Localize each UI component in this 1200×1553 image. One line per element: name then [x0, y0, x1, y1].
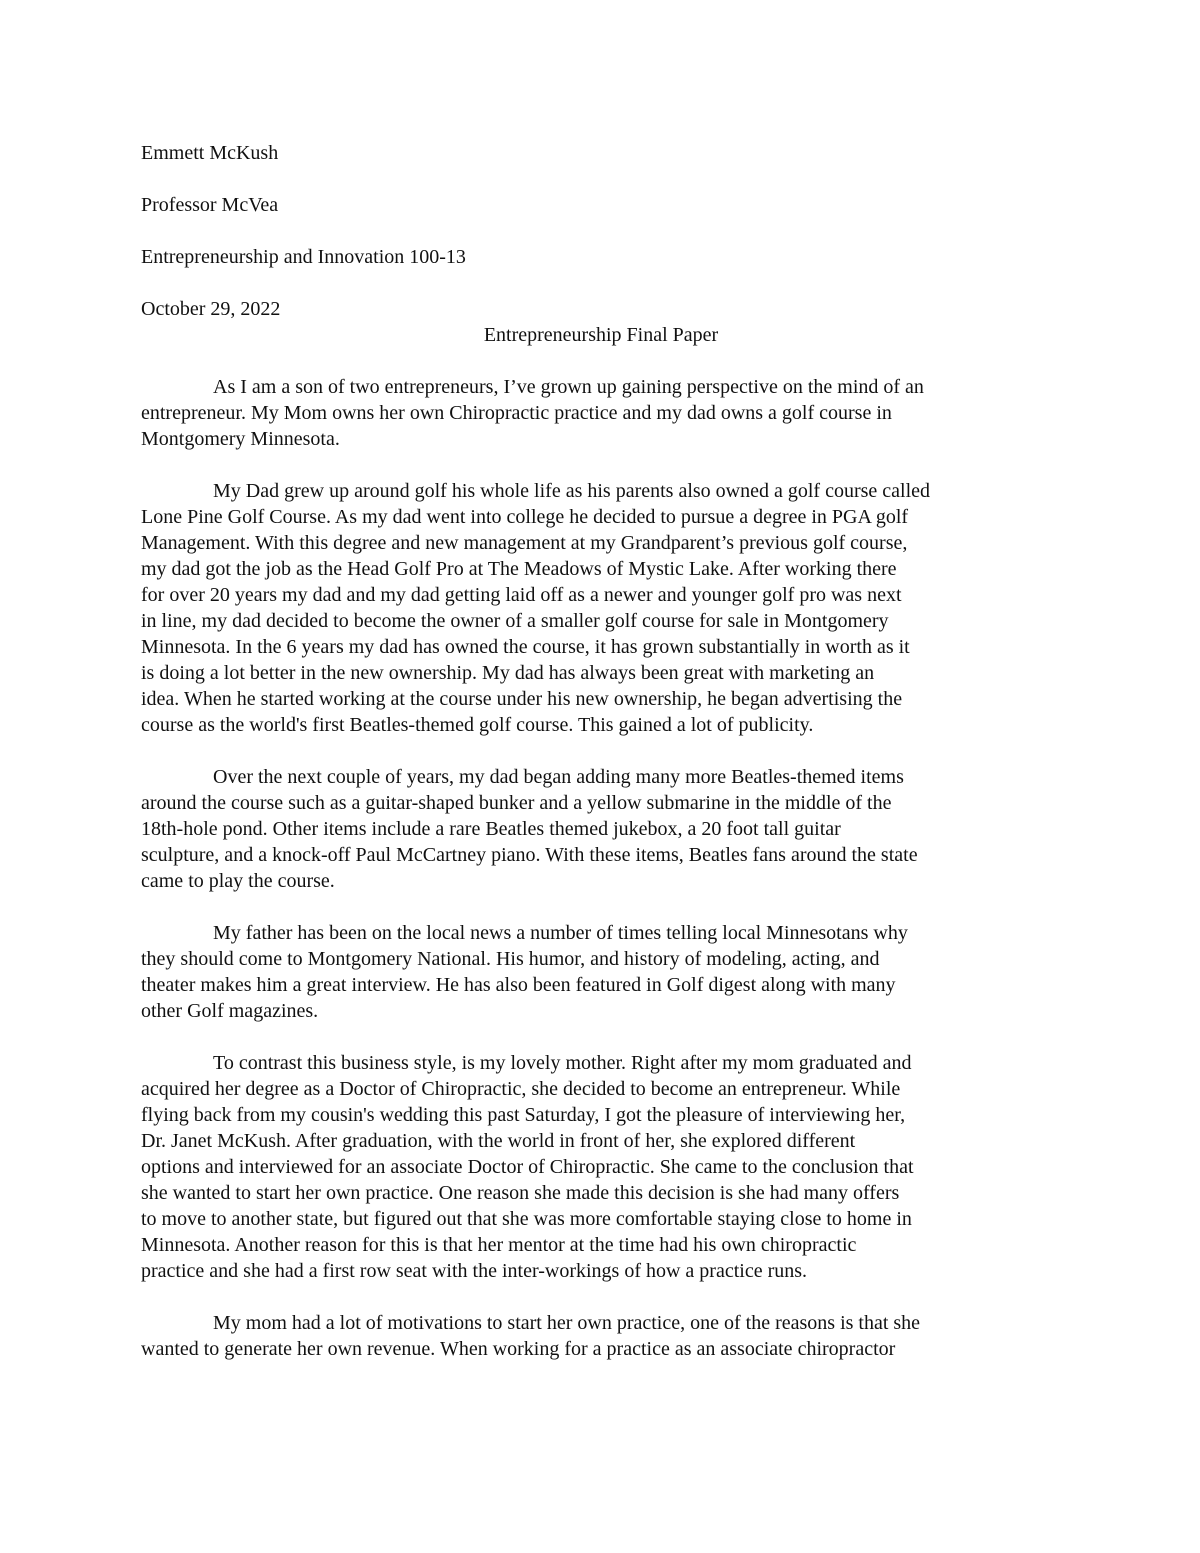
paragraph — [141, 478, 1061, 738]
paragraph-line: they should come to Montgomery National. His humor, and history of modeling, acting, and — [141, 948, 880, 970]
paragraph-line: Management. With this degree and new management at my Grandparent’s previous golf course, — [141, 532, 908, 554]
paragraph-line: theater makes him a great interview. He has also been featured in Golf digest along with many — [141, 974, 896, 996]
paragraph-line: To contrast this business style, is my lovely mother. Right after my mom graduated and — [213, 1052, 912, 1074]
course-name: Entrepreneurship and Innovation 100-13 — [141, 246, 466, 268]
paragraph-line: options and interviewed for an associate Doctor of Chiropractic. She came to the conclusion that — [141, 1156, 914, 1178]
paragraph-line: Montgomery Minnesota. — [141, 428, 340, 450]
paragraph-line: Lone Pine Golf Course. As my dad went into college he decided to pursue a degree in PGA golf — [141, 506, 909, 528]
paragraph-line: she wanted to start her own practice. One reason she made this decision is she had many offers — [141, 1182, 900, 1204]
paper-title: Entrepreneurship Final Paper — [483, 324, 719, 346]
paragraph-line: entrepreneur. My Mom owns her own Chiropractic practice and my dad owns a golf course in — [141, 402, 892, 424]
paragraph — [141, 1050, 1061, 1284]
paragraph-line: came to play the course. — [141, 870, 335, 892]
author-name: Emmett McKush — [141, 142, 279, 164]
paragraph-line: practice and she had a first row seat with the inter-workings of how a practice runs. — [141, 1260, 808, 1282]
paragraph — [141, 1310, 1061, 1362]
paragraph-line: to move to another state, but figured out that she was more comfortable staying close to home in — [141, 1208, 912, 1230]
paragraph — [141, 374, 1061, 452]
paragraph-line: As I am a son of two entrepreneurs, I’ve grown up gaining perspective on the mind of an — [213, 376, 924, 398]
paper-paragraphs — [141, 374, 1061, 1362]
paragraph-line: around the course such as a guitar-shaped bunker and a yellow submarine in the middle of the — [141, 792, 892, 814]
paragraph-line: flying back from my cousin's wedding this past Saturday, I got the pleasure of interviewing her, — [141, 1104, 906, 1126]
paragraph-line: Minnesota. Another reason for this is that her mentor at the time had his own chiropractic — [141, 1234, 857, 1256]
paragraph — [141, 920, 1061, 1024]
paragraph-line: My mom had a lot of motivations to start her own practice, one of the reasons is that she — [213, 1312, 921, 1334]
paragraph-line: other Golf magazines. — [141, 1000, 319, 1022]
paragraph-line: in line, my dad decided to become the owner of a smaller golf course for sale in Montgomery — [141, 610, 889, 632]
paragraph-line: wanted to generate her own revenue. When working for a practice as an associate chiropractor — [141, 1338, 896, 1360]
paragraph-line: my dad got the job as the Head Golf Pro at The Meadows of Mystic Lake. After working there — [141, 558, 897, 580]
paragraph — [141, 764, 1061, 894]
paragraph-line: sculpture, and a knock-off Paul McCartney piano. With these items, Beatles fans around the state — [141, 844, 918, 866]
paragraph-line: Dr. Janet McKush. After graduation, with the world in front of her, she explored different — [141, 1130, 856, 1152]
professor-name: Professor McVea — [141, 194, 279, 216]
paragraph-line: for over 20 years my dad and my dad getting laid off as a newer and younger golf pro was next — [141, 584, 902, 606]
paragraph-line: Over the next couple of years, my dad began adding many more Beatles-themed items — [213, 766, 904, 788]
paragraph-line: My Dad grew up around golf his whole life as his parents also owned a golf course called — [213, 480, 931, 502]
paragraph-line: 18th-hole pond. Other items include a rare Beatles themed jukebox, a 20 foot tall guitar — [141, 818, 841, 840]
paper-date: October 29, 2022 — [141, 298, 281, 320]
paragraph-line: idea. When he started working at the course under his new ownership, he began advertising the — [141, 688, 903, 710]
paragraph-line: is doing a lot better in the new ownership. My dad has always been great with marketing an — [141, 662, 875, 684]
paragraph-line: course as the world's first Beatles-themed golf course. This gained a lot of publicity. — [141, 714, 814, 736]
paragraph-line: Minnesota. In the 6 years my dad has owned the course, it has grown substantially in worth as it — [141, 636, 910, 658]
paragraph-line: acquired her degree as a Doctor of Chiropractic, she decided to become an entrepreneur. While — [141, 1078, 901, 1100]
paragraph-line: My father has been on the local news a number of times telling local Minnesotans why — [213, 922, 908, 944]
document-body — [141, 140, 1061, 1388]
